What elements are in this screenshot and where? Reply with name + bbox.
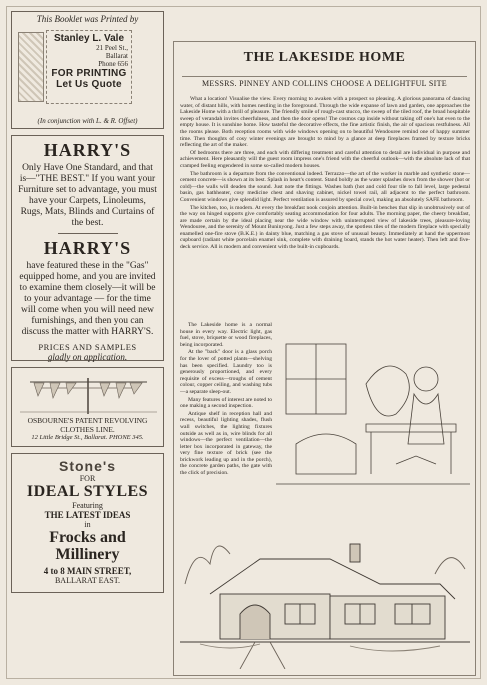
article-paragraph: The kitchen, too, is modern. At every the breakfast nook conjoin attention. Built-in benches that slip in unobtrusively out of the way on hinged supports give comfortably seating accommodation for four adults. The morning paper, the cheery breakfast, are made certain by the ideal placing near the wide window with uninterrupted view of lakeside trees, pleasure-loving Wendouree, and the serenity of Mount Buninyong. Just a few steps away, the spotless tiles of the modern fireplace with specially enamelled one-fire stove (B.K.E.) in dainty blue, matching a gas stove of unusual beauty. Immediately at hand the uppermost cupboard (radiant white porcelain enamel sink, complete with draining board, stands the hot water heater). Then left and five-deck service. All is modern and convenient with the built-in cupboards. bbox=[180, 204, 470, 251]
printer-footer: (In conjunction with L. & R. Offset) bbox=[37, 117, 138, 125]
article-paragraph: The bathroom is a departure from the conventional indeed. Terrazzo—the art of the worker in marble and synthetic stone—cement concrete—is shown at its best. Splash in heart's content. Stand boldly as the water splashes down from the shower (hot or cold)—the walls will deaden the sound. Just note the fittings. Washes bath (hot and cold four tile to fall level, large pedestal basin, gas bathheater, cosy medicine chest and shaving cabinet, nickel towel rail, all adjacent to the perfect bathroom. Convenient windows give splendid light. Perfect ventilation is assured by special cowl, making an absolutely SAFE bathroom. bbox=[180, 170, 470, 203]
printer-address: 21 Peel St., bbox=[96, 44, 128, 52]
article-paragraph: Many features of interest are noted to one making a second inspection. bbox=[180, 396, 272, 410]
stones-advert bbox=[11, 453, 164, 593]
article-paragraph: What a location! Visualise the view. Every morning to awaken with a prospect so pleasing. A glorious panorama of dancing water, of distant hills, with homes nestling in the foreground. Through the wide expanse of lawn and garden, one approaches the Lakeside Home with a thrill of pleasure. The friendly smile of rough-cast stucco, the sweep of the tiled roof, the broad hospitable sweep of verandah invites cheerfulness, and then the door opens! The cosmos cap inside without taking off one's hat even to the empty house. It is sunshine home. How tasteful the decorative effects, the fine artistic finish, the air of spacious restfulness. All the rooms please. Both reception rooms with wide windows opening on to beautiful Wendouree remind one of happy summer time. Then thoughts of cosy winter evenings are brought to mind by a glance at deep fireplaces framed by texture bricks reflecting the art of the maker. bbox=[180, 96, 470, 149]
stones-ideal: IDEAL STYLES bbox=[26, 483, 149, 500]
stones-city: BALLARAT EAST. bbox=[54, 576, 121, 585]
printer-heading: This Booklet was Printed by bbox=[36, 14, 139, 24]
printer-city: Ballarat bbox=[105, 52, 128, 60]
stones-for: FOR bbox=[79, 474, 96, 483]
article-column bbox=[180, 322, 272, 500]
printer-card bbox=[46, 30, 132, 104]
stones-address: 4 to 8 MAIN STREET, bbox=[43, 566, 132, 576]
stones-frocks: Frocks and bbox=[49, 529, 126, 546]
harrys-title-1: HARRY'S bbox=[43, 140, 132, 160]
stones-in: in bbox=[84, 520, 91, 529]
article-paragraph: Of bedrooms there are three, and each with differing treatment and careful attention to detail are individual in purpose and achievement. Here pleasantly will the guest room impress one's friend with the cheerful outlook—with the absolute lack of that cramped feeling engendered in some so-called modern houses. bbox=[180, 149, 470, 169]
clothes-line-illustration-icon bbox=[20, 374, 157, 414]
lakeside-article bbox=[173, 41, 476, 676]
printer-name: Stanley L. Vale bbox=[53, 33, 125, 44]
printer-for: FOR PRINTING bbox=[51, 68, 127, 79]
printer-advert bbox=[11, 11, 164, 129]
harrys-prices: PRICES AND SAMPLES bbox=[38, 342, 137, 352]
stones-millinery: Millinery bbox=[55, 546, 120, 563]
harrys-title-2: HARRY'S bbox=[43, 238, 132, 258]
interior-sketch-icon bbox=[276, 324, 470, 498]
article-subtitle: MESSRS. PINNEY AND COLLINS CHOOSE A DELIGHTFUL SITE bbox=[182, 76, 467, 88]
stones-featuring: Featuring bbox=[72, 501, 103, 510]
article-paragraph: The Lakeside home is a normal house in every way. Electric light, gas fuel, stove, briquette or wood fireplaces, being incorporated. bbox=[180, 322, 272, 348]
house-illustration-icon bbox=[180, 504, 470, 669]
stones-latest: THE LATEST IDEAS bbox=[44, 510, 131, 520]
printer-quote: Let Us Quote bbox=[56, 79, 122, 90]
article-paragraph: Antique shelf in reception hall and recess, beautiful lighting shades, flush wall switches, the lighting fixtures outside as well as in, wire blinds for all windows—the perfect ventilation—the letter box incorporated in gateway, the very fine texture of brick (see the brickwork leading up and in the porch), the concrete garden paths, the gate with the click of precision. bbox=[180, 410, 272, 477]
article-body bbox=[180, 96, 470, 316]
advertisement-column bbox=[11, 11, 164, 676]
osborne-name: OSBOURNE'S PATENT REVOLVING CLOTHES LINE. bbox=[27, 416, 148, 434]
booklet-page bbox=[6, 6, 481, 679]
printer-logo-icon bbox=[18, 32, 44, 102]
stones-name: Stone's bbox=[58, 458, 116, 474]
article-paragraph: At the "back" door is a glass porch for the lover of potted plants—shelving has been specified. Laundry too is generously proportioned, and every requisite of excess—troughs of cement colour, copper ceiling, and washing tubs—a separate sleep-out. bbox=[180, 349, 272, 395]
harrys-text-1: Only Have One Standard, and that is—"THE BEST." If you want your Furniture set to advantage, you must have your Carpets, Linoleums, Rugs, Mats, Blinds and Curtains of the best. bbox=[18, 163, 157, 228]
printer-phone: Phone 656 bbox=[98, 60, 128, 68]
harrys-text-2: have featured these in the "Gas" equipped home, and you are invited to examine them closely—it will be to your advantage — for the time will come when you will need new furnishings, and then you can discuss the matter with HARRY'S. bbox=[19, 261, 156, 337]
osborne-advert bbox=[11, 367, 164, 447]
osborne-address: 12 Little Bridge St., Ballarat. PHONE 345. bbox=[31, 434, 144, 441]
divider bbox=[58, 233, 118, 234]
harrys-advert bbox=[11, 135, 164, 361]
harrys-apply: gladly on application. bbox=[47, 352, 128, 362]
article-title: THE LAKESIDE HOME bbox=[243, 50, 406, 65]
